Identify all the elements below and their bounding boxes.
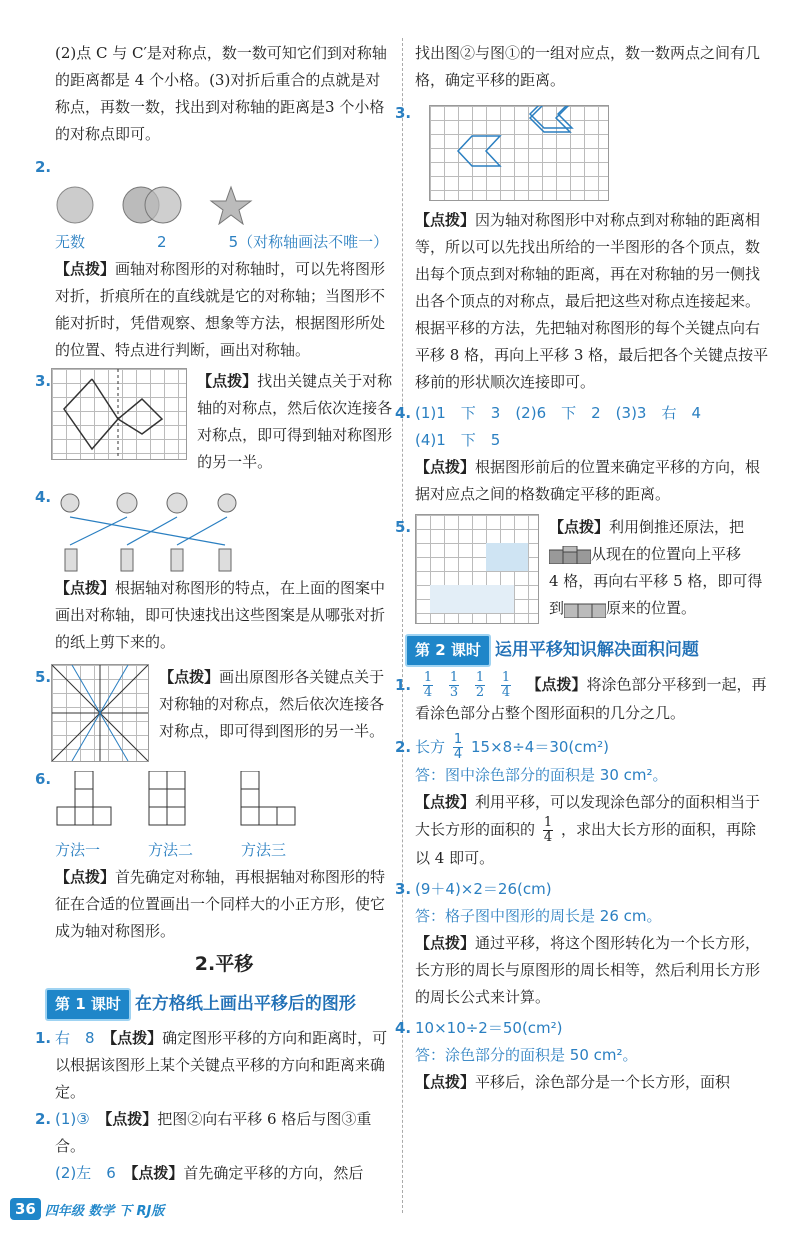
answer-line-1 — [395, 400, 770, 427]
fraction-3: $\frac{1}{2}$ — [475, 670, 485, 700]
star-figure — [209, 185, 253, 225]
formula: 15×8÷4＝30(cm²) — [471, 738, 609, 756]
l1-question-2a — [35, 1106, 393, 1160]
right-column — [395, 40, 770, 1096]
l1-question-2b — [55, 1160, 393, 1187]
translation-drawing — [430, 106, 608, 200]
answer: (2)左 6 — [55, 1164, 116, 1182]
question-number: 5. — [35, 668, 52, 686]
question-number: 1. — [35, 1029, 52, 1047]
circle-figure — [55, 185, 95, 225]
grid-figure — [51, 368, 187, 460]
hint-text: 利用平移，可以发现涂色部分的面积相当于大长方形的面积的 — [415, 793, 761, 839]
pinwheel-drawing — [52, 665, 148, 761]
question-6 — [35, 766, 393, 945]
overlapping-circles-figure — [117, 185, 187, 225]
hint-text-2: 从现在的位置向上平移 — [591, 545, 742, 563]
hint-tag: 【点拨】 — [415, 458, 476, 476]
hint-text: 通过平移，将这个图形转化为一个长方形，长方形的周长与原图形的周长相等，然后利用长方形的周长公式来计算。 — [415, 934, 761, 1006]
caption-method-1: 方法一 — [55, 841, 101, 859]
grid-figure — [415, 514, 539, 624]
question-3-right — [395, 100, 770, 396]
hint-text: 根据图形前后的位置来确定平移的方向，根据对应点之间的格数确定平移的距离。 — [415, 458, 761, 503]
hint-tag: 【点拨】 — [415, 934, 476, 952]
hint-text-4: 到 — [549, 599, 565, 617]
q6-captions — [55, 837, 393, 864]
hint-tag: 【点拨】 — [130, 1164, 184, 1182]
question-number: 2. — [35, 1110, 52, 1128]
answer-text: (1)1 下 3 (2)6 下 2 (3)3 右 4 — [415, 404, 702, 422]
question-2 — [35, 154, 393, 364]
symmetry-drawing — [52, 369, 186, 459]
hint-text-cont: ，求出大长方形的面积，再除以 4 即可。 — [415, 820, 757, 867]
hint-text-1: 利用倒推还原法，把 — [609, 518, 745, 536]
lesson-label: 第 1 课时 — [45, 988, 131, 1021]
caption-3: 5（对称轴画法不唯一） — [228, 233, 389, 251]
hint-text: 把图②向右平移 6 格后与图③重合。 — [55, 1110, 372, 1155]
caption-1: 无数 — [55, 233, 86, 251]
left-column — [35, 40, 393, 1187]
hint-tag: 【点拨】 — [159, 668, 220, 686]
intro-text: (2)点 C 与 C′是对称点，数一数可知它们到对称轴的距离都是 4 个小格。(3)对折后重合的点就是对称点，再数一数，找出到对称轴的距离是3 个小格的对称点即可。 — [55, 44, 387, 143]
question-number: 4. — [35, 488, 52, 506]
question-5-right — [395, 514, 770, 624]
lesson-1-header — [45, 988, 393, 1021]
l2-question-2 — [395, 732, 770, 872]
l2-question-1 — [395, 670, 770, 727]
hint-tag: 【点拨】 — [55, 579, 116, 597]
lesson-title: 在方格纸上画出平移后的图形 — [134, 994, 356, 1014]
answer-line: 答：格子图中图形的周长是 26 cm。 — [415, 907, 662, 925]
small-shape-icon — [549, 546, 591, 564]
hint-text: 首先确定平移的方向，然后 — [183, 1164, 364, 1182]
l1-question-1 — [35, 1025, 393, 1106]
hint-text: 首先确定对称轴，再根据轴对称图形的特征在合适的位置画出一个同样大的小正方形，使它成为轴对称图形。 — [55, 868, 386, 940]
answer: (1)③ — [55, 1110, 90, 1128]
question-5 — [35, 664, 393, 762]
answer-shape: 长方 — [415, 738, 446, 756]
caption-method-3: 方法三 — [241, 841, 287, 859]
hint-text: 画轴对称图形的对称轴时，可以先将图形对折，折痕所在的直线就是它的对称轴；当图形不能对折时，凭借观察、想象等方法，根据图形所处的位置、特点进行判断，画出对称轴。 — [55, 260, 386, 359]
lesson-2-header — [405, 634, 770, 667]
question-number: 3. — [35, 372, 52, 390]
caption-2: 2 — [157, 233, 167, 251]
question-4 — [35, 484, 393, 656]
answer-line-2: (4)1 下 5 — [415, 431, 501, 449]
formula: 10×10÷2＝50(cm²) — [415, 1019, 563, 1037]
question-4-right — [395, 400, 770, 508]
answer-line: 答：图中涂色部分的面积是 30 cm²。 — [415, 766, 668, 784]
hint-tag: 【点拨】 — [104, 1110, 158, 1128]
fraction-1: $\frac{1}{4}$ — [423, 670, 433, 700]
l2-question-3 — [395, 876, 770, 1011]
hint-tag: 【点拨】 — [55, 868, 116, 886]
page-number: 36 — [10, 1198, 41, 1220]
grid-figure — [51, 664, 149, 762]
answer-line: 答：涂色部分的面积是 50 cm²。 — [415, 1046, 638, 1064]
hint-text: 画出原图形各关键点关于对称轴的对称点，然后依次连接各对称点，即可得到图形的另一半。 — [159, 668, 385, 740]
q5-hint — [549, 514, 762, 622]
hint-tag: 【点拨】 — [415, 793, 476, 811]
page-footer — [10, 1198, 164, 1220]
q2-captions — [55, 229, 393, 256]
hint-tag: 【点拨】 — [549, 518, 610, 536]
hint-text: 因为轴对称图形中对称点到对称轴的距离相等，所以可以先找出所给的一半图形的各个顶点，数出每个顶点到对称轴的距离，再在对称轴的另一侧找出各个顶点的对称点，最后把这些对称点连接起来。根据平移的方法，先把轴对称图形的每个关键点向右平移 8 格，再向上平移 3 格，最后把各个关键点按平移前的形状顺次连接即可。 — [415, 211, 769, 391]
fraction-answers — [415, 670, 519, 700]
continued-text: 找出图②与图①的一组对应点，数一数两点之间有几格，确定平移的距离。 — [415, 44, 761, 89]
book-label: 四年级 数学 下 RJ版 — [44, 1203, 165, 1219]
hint-text: 平移后，涂色部分是一个长方形，面积 — [475, 1073, 731, 1091]
question-number: 1. — [395, 675, 412, 694]
numerator: 1 — [453, 732, 463, 747]
hint-tag: 【点拨】 — [197, 372, 258, 390]
hint-tag: 【点拨】 — [415, 211, 476, 229]
hint-text: 将涂色部分平移到一起，再看涂色部分占整个图形面积的几分之几。 — [415, 675, 767, 722]
hint-tag: 【点拨】 — [415, 1073, 476, 1091]
lesson-title: 运用平移知识解决面积问题 — [494, 640, 699, 660]
question-number: 3. — [395, 880, 412, 898]
hint-text-5: 原来的位置。 — [606, 599, 697, 617]
hint-text-3: 4 格，再向右平移 5 格，即可得 — [549, 572, 763, 590]
grid-figure — [429, 105, 609, 201]
shaded-shape — [416, 515, 538, 623]
l2-question-4 — [395, 1015, 770, 1096]
hint-tag: 【点拨】 — [534, 675, 587, 694]
hint-tag: 【点拨】 — [109, 1029, 163, 1047]
fraction-2: $\frac{1}{3}$ — [449, 670, 459, 700]
question-number: 4. — [395, 404, 412, 422]
square-arrangements — [55, 771, 375, 837]
question-number: 2. — [35, 158, 52, 176]
hint-text: 找出关键点关于对称轴的对称点，然后依次连接各对称点，即可得到轴对称图形的另一半。 — [197, 372, 393, 471]
small-shape-icon — [564, 600, 606, 618]
hint-text: 确定图形平移的方向和距离时，可以根据该图形上某个关键点平移的方向和距离来确定。 — [55, 1029, 388, 1101]
lesson-label: 第 2 课时 — [405, 634, 491, 667]
cutout-matching-figure — [55, 491, 375, 575]
formula: (9＋4)×2＝26(cm) — [415, 880, 552, 898]
question-number: 4. — [395, 1019, 412, 1037]
question-number: 5. — [395, 518, 412, 536]
question-3 — [35, 368, 393, 476]
fraction-answer — [453, 733, 463, 762]
caption-method-2: 方法二 — [148, 841, 194, 859]
hint-tag: 【点拨】 — [55, 260, 116, 278]
inline-fraction: $\frac{1}{4}$ — [543, 815, 553, 845]
question-number: 3. — [395, 104, 412, 122]
question-number: 6. — [35, 770, 52, 788]
denominator: 4 — [453, 747, 463, 762]
section-title: 2.平移 — [194, 953, 254, 975]
hint-text: 根据轴对称图形的特点，在上面的图案中画出对称轴，即可快速找出这些图案是从哪张对折的纸上剪下来的。 — [55, 579, 386, 651]
symmetry-figures — [55, 185, 393, 225]
question-number: 2. — [395, 738, 412, 756]
answer: 右 8 — [55, 1029, 95, 1047]
fraction-4: $\frac{1}{4}$ — [501, 670, 511, 700]
